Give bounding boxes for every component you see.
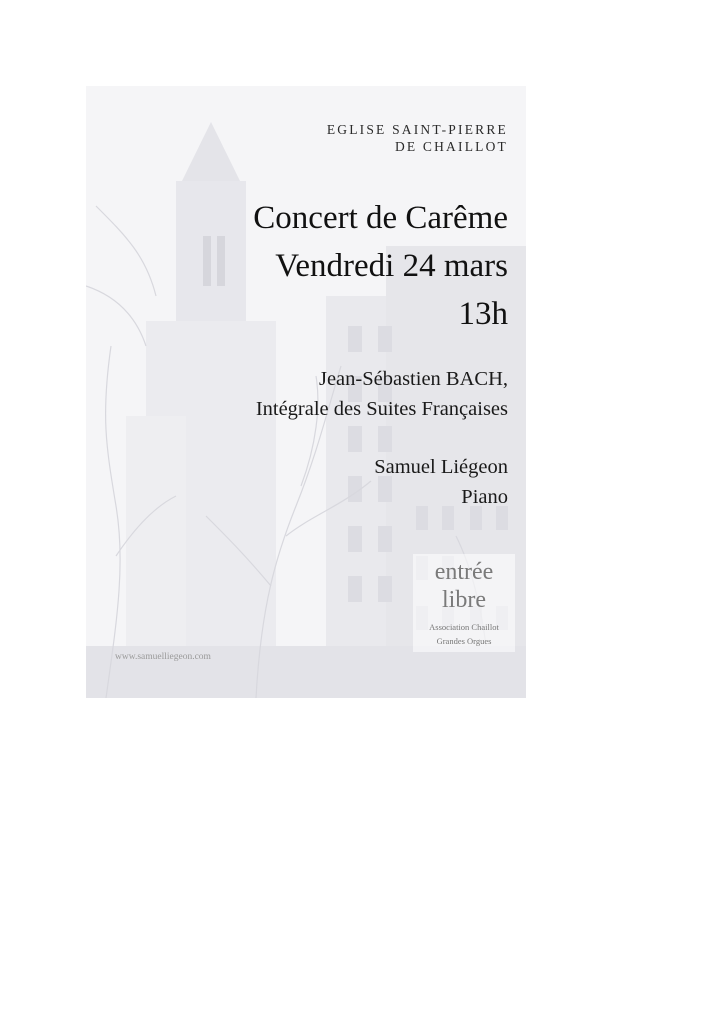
performer [374,452,508,512]
program [256,364,508,424]
website-url: www.samuelliegeon.com [115,652,211,662]
work-title: Intégrale des Suites Françaises [255,398,508,420]
organizer-line-2: Grandes Orgues [436,636,492,646]
free-entry-box [413,554,515,652]
venue-name [327,121,508,155]
composer: Jean-Sébastien BACH, [318,368,508,390]
venue-line-1: EGLISE SAINT-PIERRE [326,122,508,137]
entry-line-2: libre [442,587,486,613]
event-time: 13h [458,296,508,332]
organizer-line-1: Association Chaillot [429,622,499,632]
event-heading [253,194,508,338]
performer-instrument: Piano [461,486,508,508]
free-entry-label [413,558,515,614]
organizer [413,620,515,648]
event-date: Vendredi 24 mars [275,248,508,284]
concert-poster [86,86,526,698]
venue-line-2: DE CHAILLOT [394,139,508,154]
performer-name: Samuel Liégeon [374,456,508,478]
event-title: Concert de Carême [253,200,508,236]
entry-line-1: entrée [434,559,494,585]
